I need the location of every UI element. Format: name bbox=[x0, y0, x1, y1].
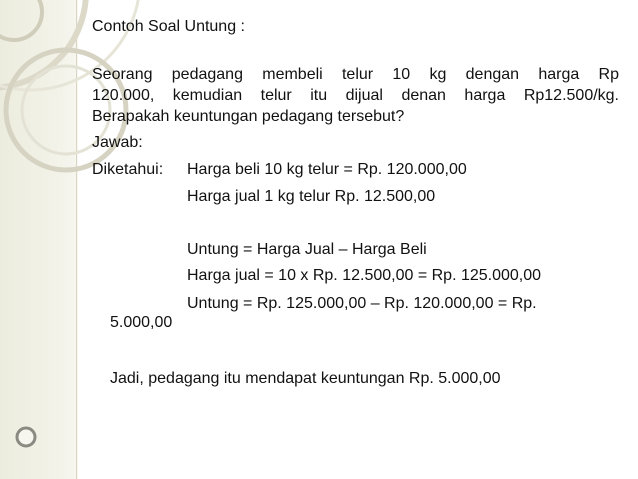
sell-total-calc: Harga jual = 10 x Rp. 12.500,00 = Rp. 125.000,00 bbox=[187, 267, 542, 284]
profit-calc-continued: 5.000,00 bbox=[110, 314, 173, 331]
profit-calc: Untung = Rp. 125.000,00 – Rp. 120.000,00 = Rp. bbox=[187, 295, 537, 312]
problem-line-2: 120.000, kemudian telur itu dijual denan harga Rp12.500/kg. bbox=[92, 87, 619, 104]
profit-formula: Untung = Harga Jual – Harga Beli bbox=[187, 241, 427, 258]
known-buy-price: Harga beli 10 kg telur = Rp. 120.000,00 bbox=[187, 161, 467, 178]
known-label: Diketahui: bbox=[92, 161, 164, 178]
problem-line-3: Berapakah keuntungan pedagang tersebut? bbox=[92, 108, 405, 125]
slide-title: Contoh Soal Untung : bbox=[92, 18, 245, 35]
known-sell-price: Harga jual 1 kg telur Rp. 12.500,00 bbox=[187, 188, 436, 205]
problem-line-1: Seorang pedagang membeli telur 10 kg dengan harga Rp bbox=[92, 66, 619, 83]
answer-label: Jawab: bbox=[92, 134, 143, 151]
conclusion: Jadi, pedagang itu mendapat keuntungan Rp. 5.000,00 bbox=[110, 370, 501, 387]
